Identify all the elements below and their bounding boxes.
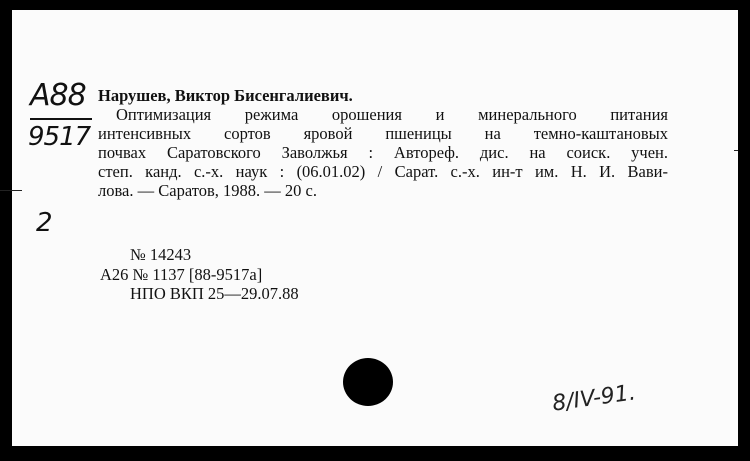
accession-number: А26 № 1137 [88-9517а] (100, 264, 263, 284)
author-heading: Нарушев, Виктор Бисенгалиевич. (98, 86, 353, 105)
card-number: № 14243 (130, 245, 192, 264)
margin-mark-right (734, 150, 738, 151)
title-line-5: лова. — Саратов, 1988. — 20 с. (98, 181, 317, 200)
printer-imprint: НПО ВКП 25—29.07.88 (130, 284, 299, 303)
title-line-3: почвах Саратовского Заволжья : Автореф. дис. на соиск. учен. (98, 143, 668, 162)
card-metadata (100, 245, 299, 304)
shelfmark-bottom: 9517 (28, 122, 91, 152)
pencil-mark: 2 (36, 208, 53, 238)
title-line-1: Оптимизация режима орошения и минерального питания (116, 105, 668, 124)
margin-mark (0, 190, 22, 191)
shelfmark-top: А88 (30, 78, 86, 113)
punch-hole (343, 358, 393, 406)
card-edge (738, 0, 750, 461)
title-line-4: степ. канд. с.-х. наук : (06.01.02) / Сарат. с.-х. ин-т им. Н. И. Вави- (98, 162, 668, 181)
title-line-2: интенсивных сортов яровой пшеницы на темно-каштановых (98, 124, 668, 143)
handwritten-date: 8/IV-91. (550, 380, 638, 417)
shelfmark-divider (30, 118, 92, 120)
bibliographic-entry (98, 86, 668, 200)
